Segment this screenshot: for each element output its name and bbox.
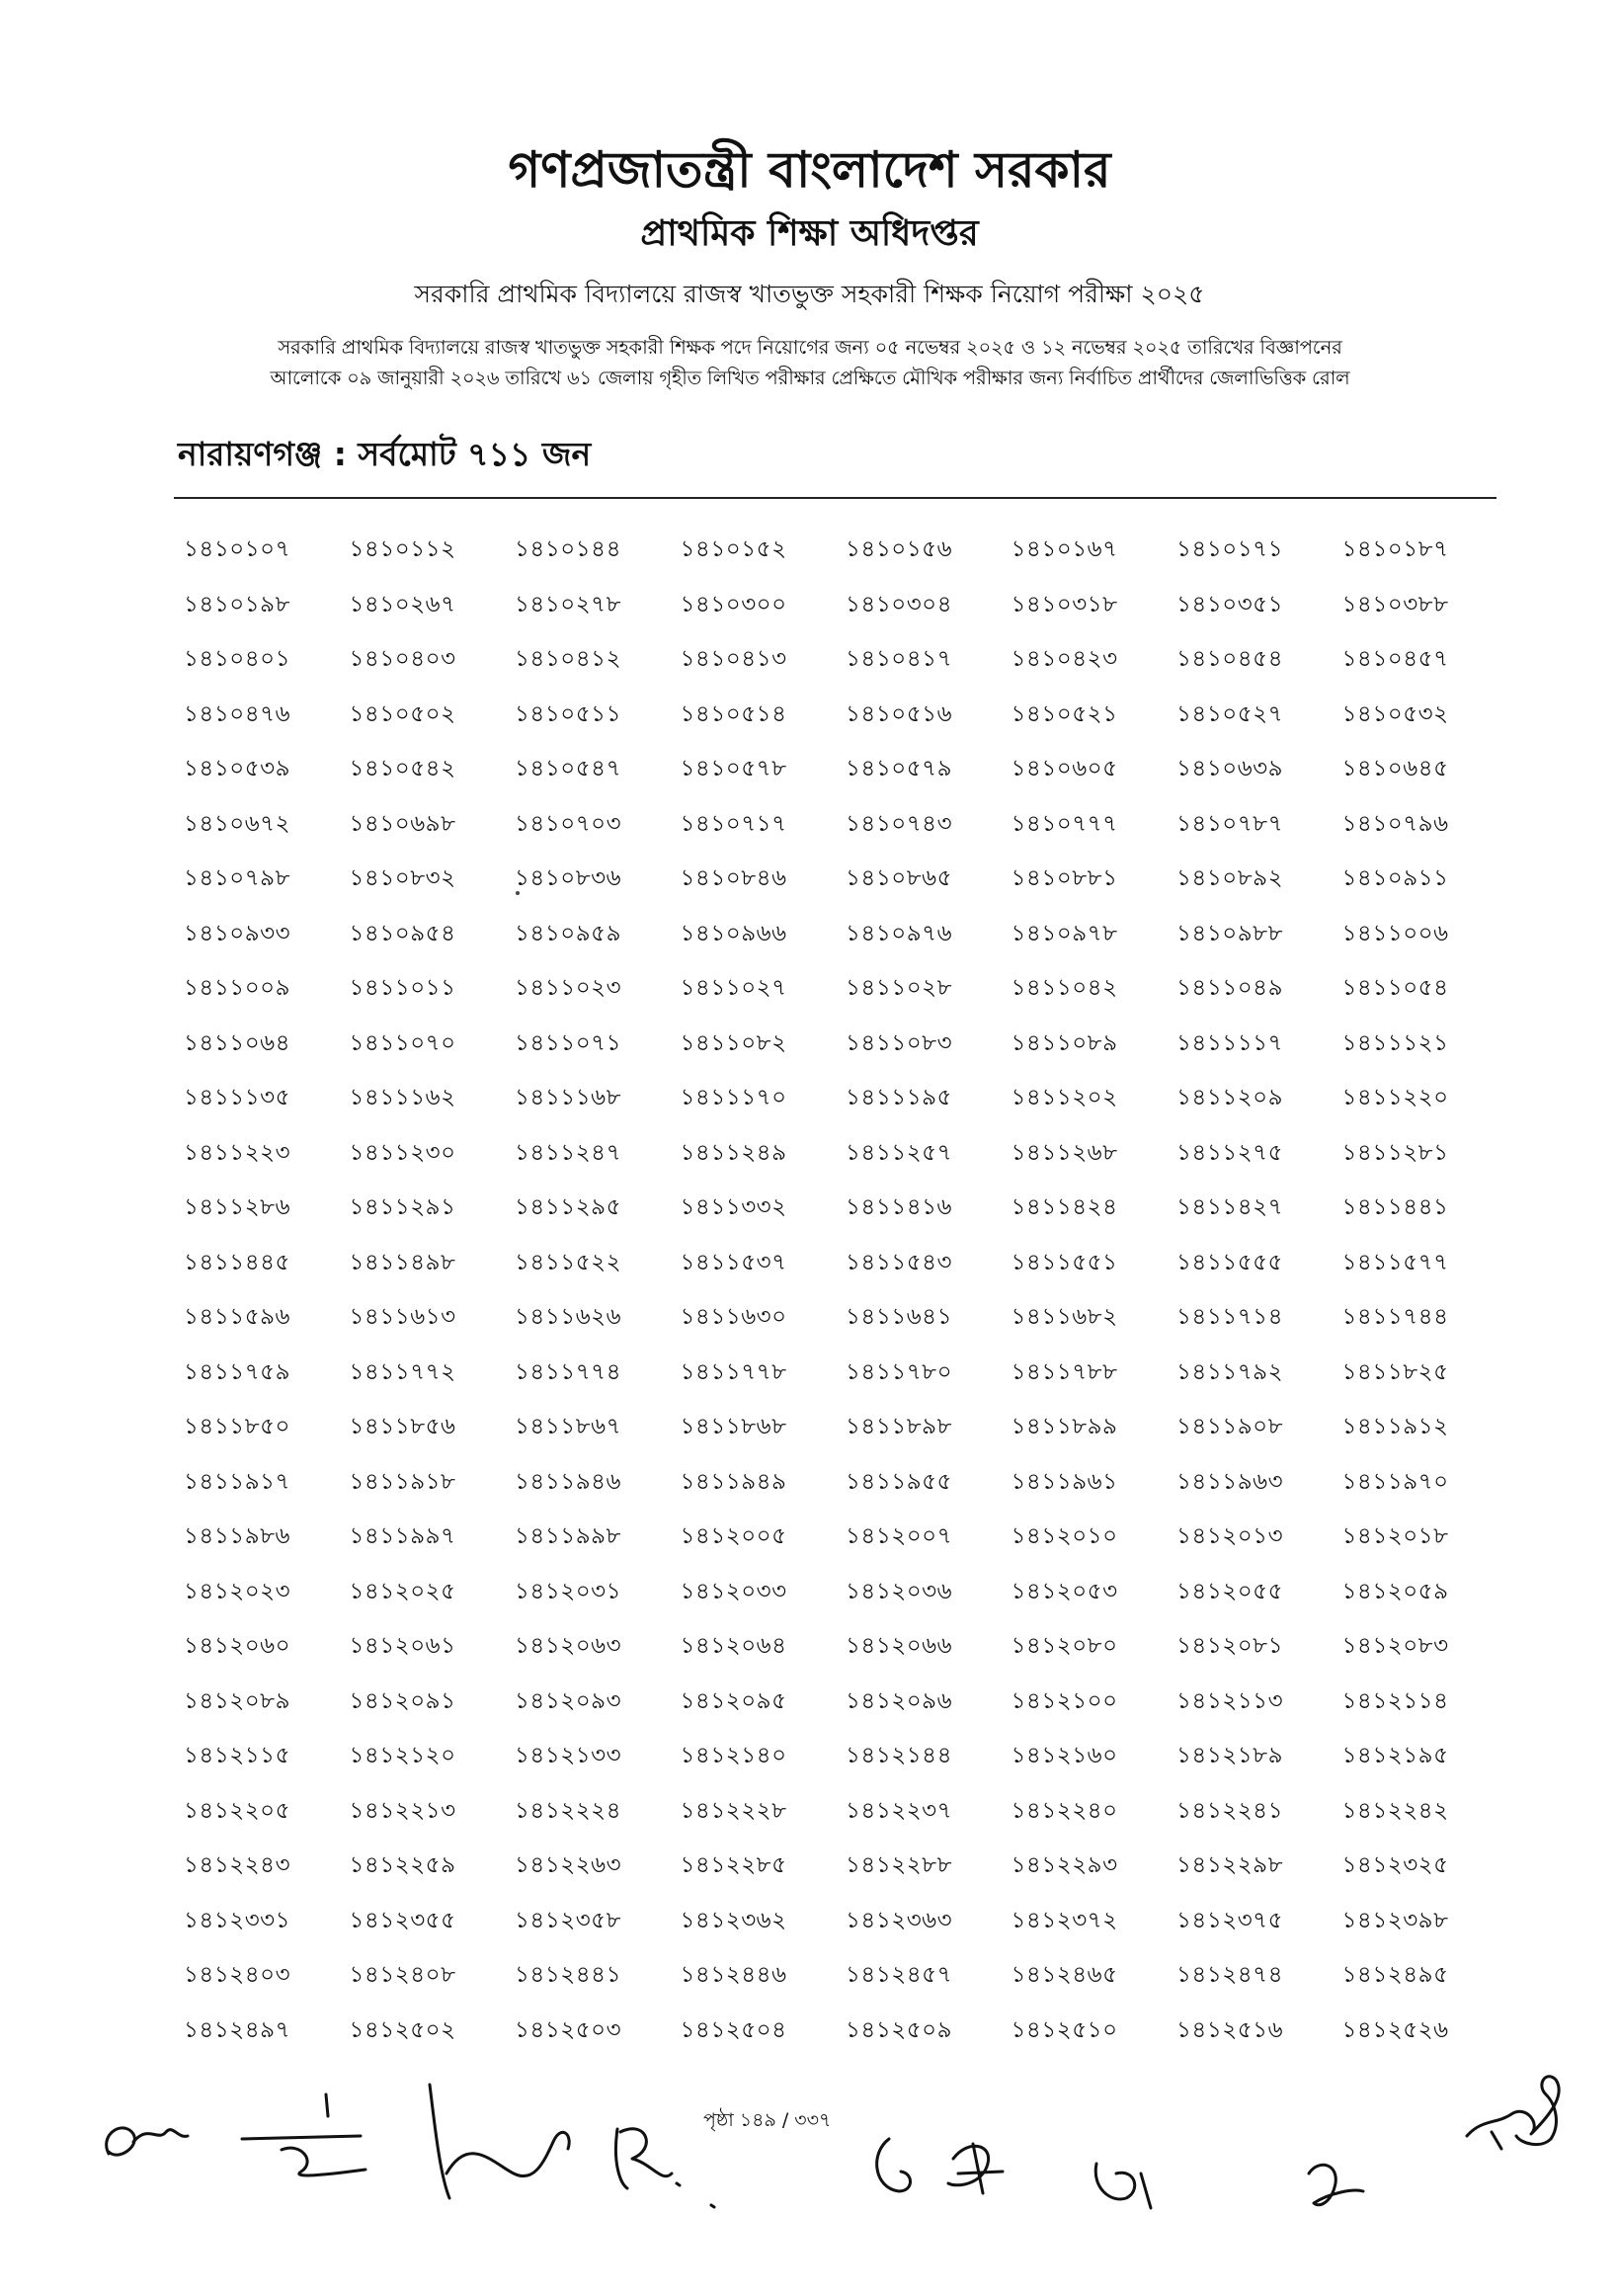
- roll-number-cell: ১৪১২০৩১: [515, 1578, 622, 1604]
- roll-number-cell: ১৪১১২৪৭: [515, 1139, 622, 1166]
- roll-number-cell: ১৪১১২৬৮: [1011, 1139, 1118, 1166]
- roll-number-cell: ১৪১২৩৭২: [1011, 1907, 1118, 1933]
- roll-number-cell: ১৪১০৫২৭: [1176, 700, 1284, 727]
- roll-number-cell: ১৪১২২৪৩: [184, 1852, 291, 1878]
- roll-number-cell: ১৪১০৬৩৯: [1176, 756, 1284, 781]
- roll-number-cell: ১৪১২০৩৩: [680, 1578, 787, 1604]
- roll-number-cell: ১৪১১১২১: [1341, 1029, 1449, 1056]
- roll-number-cell: ১৪১১৯৬৩: [1176, 1468, 1284, 1495]
- roll-number-cell: ১৪১২৩৬২: [680, 1907, 787, 1933]
- roll-number-cell: ১৪১০৫৩২: [1341, 700, 1449, 727]
- roll-number-cell: ১৪১২২৪২: [1341, 1797, 1449, 1824]
- roll-number-cell: ১৪১০৫৭৯: [846, 756, 953, 781]
- roll-number-cell: ১৪১২৪৪১: [515, 1962, 622, 1988]
- roll-number-cell: ১৪১১০৮৯: [1011, 1029, 1118, 1056]
- roll-number-cell: ১৪১২০৫৩: [1011, 1578, 1118, 1604]
- roll-number-cell: ১৪১০৯১১: [1341, 865, 1449, 891]
- signature-6: [948, 2144, 1003, 2193]
- roll-number-cell: ১৪১০৪০৩: [349, 646, 456, 672]
- roll-number-cell: ১৪১০৫৭৮: [680, 756, 787, 781]
- roll-number-cell: ১৪১১০৭১: [515, 1029, 622, 1056]
- roll-number-cell: ১৪১০১৫৬: [846, 536, 953, 562]
- roll-number-cell: ১৪১২৫০২: [349, 2016, 456, 2043]
- roll-number-cell: ১৪১১৯৯৭: [349, 1523, 456, 1549]
- roll-number-cell: ১৪১০৬০৫: [1011, 756, 1118, 781]
- roll-number-cell: ১৪১১৫৫১: [1011, 1249, 1118, 1275]
- roll-number-cell: ১৪১২৩৩১: [184, 1907, 291, 1933]
- roll-number-cell: ১৪১০৭৭৭: [1011, 810, 1118, 837]
- roll-number-cell: ১৪১২৫০৩: [515, 2016, 622, 2043]
- government-title: গণপ্রজাতন্ত্রী বাংলাদেশ সরকার: [508, 141, 1111, 199]
- roll-number-cell: ১৪১২১২০: [349, 1743, 456, 1768]
- roll-number-cell: ১৪১১৭৫৯: [184, 1358, 291, 1385]
- roll-number-cell: ১৪১১১৬৮: [515, 1085, 622, 1110]
- roll-number-cell: ১৪১০৭০৩: [515, 810, 622, 837]
- roll-number-cell: ১৪১২৪৬৫: [1011, 1962, 1118, 1988]
- roll-number-cell: ১৪১০৭৪৩: [846, 810, 953, 837]
- roll-number-cell: ১৪১০৪১৩: [680, 646, 787, 672]
- roll-number-cell: ১৪১১৯৯৮: [515, 1523, 621, 1549]
- roll-number-cell: ১৪১২২৬৩: [515, 1852, 622, 1878]
- roll-number-cell: ১৪১১৫২২: [515, 1249, 622, 1275]
- roll-number-cell: ১৪১১০২৮: [846, 975, 953, 1001]
- roll-number-cell: ১৪১২০৬৩: [515, 1633, 622, 1659]
- signature-2: [242, 2094, 365, 2175]
- roll-number-cell: ১৪১২০৫৫: [1176, 1578, 1284, 1604]
- roll-number-cell: ১৪১০৫১৪: [680, 700, 787, 727]
- roll-number-cell: ১৪১১৮৬৮: [680, 1414, 787, 1439]
- roll-number-cell: ১৪১১২২০: [1341, 1085, 1449, 1110]
- roll-number-cell: ১৪১২২৫৯: [349, 1852, 456, 1878]
- roll-number-cell: ১৪১২৪৫৭: [846, 1962, 953, 1988]
- roll-number-cell: ১৪১১৪৪১: [1341, 1194, 1449, 1220]
- roll-number-cell: ১৪১২০৯৬: [846, 1687, 953, 1714]
- roll-number-cell: ১৪১১৫৭৭: [1341, 1249, 1449, 1275]
- roll-number-cell: ১৪১০৭৯৮: [184, 865, 291, 891]
- roll-number-cell: ১৪১১১৯৫: [846, 1085, 952, 1110]
- roll-number-cell: ১৪১২০১৮: [1341, 1523, 1449, 1549]
- roll-number-cell: ১৪১১৪৯৮: [349, 1249, 456, 1275]
- roll-number-cell: ১৪১০৪২৩: [1011, 646, 1118, 672]
- roll-number-cell: ১৪১১৭৯২: [1176, 1358, 1284, 1385]
- roll-number-cell: ১৪১২০৬১: [349, 1633, 456, 1659]
- roll-number-cell: ১৪১০৪৫৭: [1341, 646, 1449, 672]
- district-heading: নারায়ণগঞ্জ : সর্বমোট ৭১১ জন: [178, 435, 592, 473]
- roll-number-cell: ১৪১২৩৯৮: [1341, 1907, 1449, 1933]
- roll-number-cell: ১৪১১০০৬: [1341, 920, 1449, 946]
- roll-number-cell: ১৪১১৪৪৫: [184, 1249, 290, 1275]
- roll-number-cell: ১৪১১৪১৬: [846, 1194, 953, 1220]
- roll-number-cell: ১৪১০৫২১: [1011, 700, 1118, 727]
- roll-number-cell: ১৪১২২৪০: [1011, 1797, 1118, 1824]
- notice-line-2: আলোকে ০৯ জানুয়ারী ২০২৬ তারিখে ৬১ জেলায় গৃহীত লিখিত পরীক্ষার প্রেক্ষিতে মৌখিক পরীক্ষার জন্য নির্বাচিত প্রার্থীদের জেলাভিত্তিক রোল: [270, 367, 1350, 389]
- roll-number-cell: ১৪১১১৩৫: [184, 1085, 291, 1110]
- roll-number-cell: ১৪১০৭৮৭: [1176, 810, 1284, 837]
- roll-number-cell: ১৪১১০৪৯: [1176, 975, 1284, 1001]
- roll-number-cell: ১৪১১২৭৫: [1176, 1139, 1284, 1166]
- roll-number-cell: ১৪১০৩৮৮: [1341, 591, 1449, 617]
- roll-number-cell: ১৪১২১১৩: [1176, 1687, 1284, 1714]
- roll-number-cell: ১৪১২৫১৬: [1176, 2016, 1284, 2043]
- roll-number-cell: ১৪১১২৪৯: [680, 1139, 787, 1166]
- roll-number-cell: ১৪১২৩৭৫: [1176, 1907, 1284, 1933]
- roll-number-cell: ১৪১০১৮৭: [1341, 536, 1449, 562]
- roll-number-cell: ১৪১২২০৫: [184, 1797, 291, 1824]
- roll-number-cell: ১৪১১০০৯: [184, 975, 291, 1001]
- roll-number-cell: ১৪১১০২৩: [515, 975, 622, 1001]
- roll-number-cell: ১৪১১৪২৪: [1011, 1194, 1118, 1220]
- roll-number-cell: ১৪১০৬৪৫: [1341, 756, 1449, 781]
- roll-number-cell: ১৪১০৮৪৬: [680, 865, 787, 891]
- roll-number-cell: ১৪১১০৬৪: [184, 1029, 291, 1056]
- roll-number-cell: ১৪১২৩৫৮: [515, 1907, 622, 1933]
- roll-number-cell: ১৪১১২৯১: [349, 1194, 456, 1220]
- roll-number-cell: ১৪১০১৫২: [680, 536, 787, 562]
- roll-number-cell: ১৪১২৩৫৫: [349, 1907, 456, 1933]
- roll-number-cell: ১৪১২০৬৪: [680, 1633, 787, 1659]
- roll-number-cell: ১৪১২২২৪: [515, 1797, 622, 1824]
- roll-number-cell: ১৪১২১৮৯: [1176, 1743, 1284, 1768]
- roll-number-cell: ১৪১১৬১৩: [349, 1304, 456, 1330]
- roll-number-cell: ১৪১০৯৫৯: [515, 920, 622, 946]
- roll-number-cell: ১৪১০৯৮৮: [1176, 920, 1284, 946]
- roll-number-cell: ১৪১০৭৯৬: [1341, 810, 1449, 837]
- roll-number-cell: ১৪১০১৯৮: [184, 591, 291, 617]
- roll-number-cell: ১৪১১৫৪৩: [846, 1249, 953, 1275]
- roll-number-cell: ১৪১২২৮৮: [846, 1852, 953, 1878]
- roll-number-cell: ১৪১০১৪৪: [515, 536, 622, 562]
- roll-number-cell: ১৪১০৫৪৭: [515, 756, 622, 781]
- roll-number-cell: ১৪১১১১৭: [1176, 1029, 1284, 1056]
- roll-number-cell: ১৪১১০৮২: [680, 1029, 787, 1056]
- roll-number-cell: ১৪১২৪৭৪: [1176, 1962, 1284, 1988]
- roll-number-cell: ১৪১২০৮৩: [1341, 1633, 1449, 1659]
- roll-number-cell: ১৪১২০২৫: [349, 1578, 456, 1604]
- roll-number-cell: ১৪১০৯৭৬: [846, 920, 953, 946]
- roll-number-cell: ১৪১২২৩৭: [846, 1797, 953, 1824]
- signatures-area: [79, 2025, 1600, 2282]
- roll-number-cell: ১৪১১৯১২: [1341, 1414, 1449, 1439]
- roll-number-cell: ১৪১২২৯৩: [1011, 1852, 1118, 1878]
- roll-number-cell: ১৪১০৭১৭: [680, 810, 787, 837]
- roll-number-cell: ১৪১১২০২: [1011, 1085, 1118, 1110]
- roll-number-cell: ১৪১০৪০১: [184, 646, 291, 672]
- roll-number-cell: ১৪১২৪৪৬: [680, 1962, 787, 1988]
- roll-number-cell: ১৪১০১০৭: [184, 536, 291, 562]
- roll-number-cell: ১৪১০৩০০: [680, 591, 787, 617]
- roll-number-cell: ১৪১১০১১: [349, 975, 456, 1001]
- roll-number-cell: ১৪১১৪২৭: [1176, 1194, 1284, 1220]
- roll-number-cell: ১৪১১৭৮৮: [1011, 1358, 1118, 1385]
- signature-7: [1095, 2164, 1151, 2208]
- roll-number-cell: ১৪১০২৬৭: [349, 591, 456, 617]
- signature-1: [107, 2128, 188, 2155]
- roll-number-cell: ১৪১১৯০৮: [1176, 1414, 1284, 1439]
- roll-number-cell: ১৪১১৯৪৬: [515, 1468, 622, 1495]
- signature-4: [615, 2129, 714, 2207]
- notice-line-1: সরকারি প্রাথমিক বিদ্যালয়ে রাজস্ব খাতভুক্ত সহকারী শিক্ষক পদে নিয়োগের জন্য ০৫ নভেম্বর ২০২৫ ও ১২ নভেম্বর ২০২৫ তারিখের বিজ্ঞাপনের: [278, 336, 1342, 359]
- roll-number-cell: ১৪১২১০০: [1011, 1687, 1118, 1714]
- roll-number-cell: ১৪১০৮৩২: [349, 865, 456, 891]
- roll-number-cell: ১৪১১৯৫৫: [846, 1468, 952, 1495]
- roll-number-cell: ১৪১১৯৪৯: [680, 1468, 787, 1495]
- roll-number-cell: ১৪১১৭৮০: [846, 1358, 953, 1385]
- roll-number-cell: ১৪১২০১৩: [1176, 1523, 1284, 1549]
- signature-3: [430, 2085, 569, 2198]
- roll-number-cell: ১৪১০৩১৮: [1011, 591, 1118, 617]
- roll-number-cell: ১৪১২৪০৩: [184, 1962, 291, 1988]
- signature-8: [1309, 2165, 1363, 2205]
- roll-number-cell: ১৪১০৫১১: [515, 700, 622, 727]
- roll-number-cell: ১৪১২২২৮: [680, 1797, 787, 1824]
- roll-number-cell: ১৪১২৪০৮: [349, 1962, 456, 1988]
- roll-number-cell: ১৪১২৫২৬: [1341, 2016, 1449, 2043]
- signature-9: [1467, 2077, 1559, 2149]
- roll-number-cell: ১৪১২১৪৪: [846, 1743, 953, 1768]
- roll-number-cell: ১৪১১২০৯: [1176, 1085, 1284, 1110]
- notice-text: [178, 332, 1442, 393]
- roll-number-cell: ১৪১২০৩৬: [846, 1578, 953, 1604]
- roll-number-cell: ১৪১২০১০: [1011, 1523, 1118, 1549]
- roll-number-cell: ১৪১২১১৪: [1341, 1687, 1449, 1714]
- roll-number-cell: ১৪১০৫৪২: [349, 756, 456, 781]
- roll-number-cell: ১৪১০৯৭৮: [1011, 920, 1118, 946]
- roll-number-cell: ১৪১০৮৮১: [1011, 865, 1118, 891]
- roll-number-cell: ১৪১১৮৫০: [184, 1414, 291, 1439]
- roll-number-cell: ১৪১২০৯১: [349, 1687, 456, 1714]
- roll-number-cell: ১৪১২১৩৩: [515, 1743, 622, 1768]
- roll-number-cell: ১৪১১০৪২: [1011, 975, 1118, 1001]
- roll-number-cell: ১৪১১৮৬৭: [515, 1414, 622, 1439]
- roll-number-cell: ১৪১১২৩০: [349, 1139, 456, 1166]
- roll-number-cell: ১৪১২০৯৩: [515, 1687, 622, 1714]
- roll-number-cell: ১৪১২০৬০: [184, 1633, 291, 1659]
- roll-number-cell: ১৪১১০৮৩: [846, 1029, 953, 1056]
- document-header: [0, 138, 1619, 312]
- signature-5: [877, 2139, 911, 2191]
- roll-number-cell: ১৪১২১৬০: [1011, 1743, 1118, 1768]
- roll-number-cell: ১৪১২০০৫: [680, 1523, 787, 1549]
- roll-number-cell: ১৪১১২৮৬: [184, 1194, 291, 1220]
- roll-number-cell: ১৪১২০২৩: [184, 1578, 291, 1604]
- roll-number-cell: ১৪১০৪৫৪: [1176, 646, 1284, 672]
- roll-number-cell: ১৪১১৯৬১: [1011, 1468, 1118, 1495]
- roll-number-cell: ১৪১০৫৩৯: [184, 756, 291, 781]
- roll-number-cell: ১৪১০৮৬৫: [846, 865, 953, 891]
- roll-number-cell: ১৪১২৫০৪: [680, 2016, 787, 2043]
- roll-number-cell: ১৪১২১১৫: [184, 1743, 291, 1768]
- roll-number-cell: ১৪১২১৯৫: [1341, 1743, 1449, 1768]
- roll-number-cell: ১৪১২৫১০: [1011, 2016, 1118, 2043]
- directorate-title: প্রাথমিক শিক্ষা অধিদপ্তর: [640, 213, 979, 254]
- roll-number-cell: ১৪১১২৫৭: [846, 1139, 953, 1166]
- roll-number-cell: ১৪১০৫১৬: [846, 700, 953, 727]
- roll-number-cell: ১৪১০৮৯২: [1176, 865, 1284, 891]
- roll-number-cell: ১৪১১৭৭৮: [680, 1358, 787, 1385]
- roll-number-cell: ১৪১১০৭০: [349, 1029, 456, 1056]
- roll-number-cell: ১৪১১৩৩২: [680, 1194, 787, 1220]
- roll-number-cell: ১৪১২০৮১: [1176, 1633, 1284, 1659]
- roll-number-cell: ১৪১১৯১৭: [184, 1468, 291, 1495]
- roll-number-cell: ১৪১২৩২৫: [1341, 1852, 1449, 1878]
- roll-number-cell: ১৪১১৮২৫: [1341, 1358, 1449, 1385]
- roll-number-cell: ১৪১১৭৪৪: [1341, 1304, 1449, 1330]
- roll-number-cell: ১৪১১৮৯৮: [846, 1414, 952, 1439]
- roll-number-cell: ১৪১২২৪১: [1176, 1797, 1284, 1824]
- roll-number-cell: ১৪১১৬৪১: [846, 1304, 953, 1330]
- roll-number-cell: ১৪১১৬২৬: [515, 1304, 622, 1330]
- roll-number-cell: ১৪১০৪১২: [515, 646, 622, 672]
- roll-number-cell: ১৪১২৪৯৭: [184, 2016, 291, 2043]
- roll-number-cell: ১৪১০১৬৭: [1011, 536, 1118, 562]
- roll-number-cell: ১৪১২০০৭: [846, 1523, 953, 1549]
- roll-number-cell: ১৪১১৭৭২: [349, 1358, 456, 1385]
- roll-number-cell: ১৪১১৮৫৬: [349, 1414, 456, 1439]
- roll-number-cell: ১৪১০৬৯৮: [349, 810, 456, 837]
- roll-number-cell: ১৪১১৫৩৭: [680, 1249, 787, 1275]
- roll-number-cell: ১৪১২০৫৯: [1341, 1578, 1449, 1604]
- roll-number-cell: ১৪১২২৯৮: [1176, 1852, 1284, 1878]
- roll-number-cell: ১৪১১৬৮২: [1011, 1304, 1118, 1330]
- roll-number-cell: ১৪১০১৭১: [1176, 536, 1284, 562]
- roll-number-grid: [184, 530, 1498, 2065]
- page-number: পৃষ্ঠা ১৪৯ / ৩৩৭: [703, 2109, 832, 2131]
- roll-number-cell: ১৪১২০৯৫: [680, 1687, 787, 1714]
- roll-number-cell: ১৪১১৭১৪: [1176, 1304, 1284, 1330]
- roll-number-cell: ১৪১২০৮৯: [184, 1687, 291, 1714]
- roll-number-cell: ১৪১১১৬২: [349, 1085, 456, 1110]
- roll-number-cell: ১৪১২৪৯৫: [1341, 1962, 1449, 1988]
- exam-title: সরকারি প্রাথমিক বিদ্যালয়ে রাজস্ব খাতভুক্ত সহকারী শিক্ষক নিয়োগ পরীক্ষা ২০২৫: [414, 280, 1205, 308]
- roll-number-cell: ১৪১১৭৭৪: [515, 1358, 622, 1385]
- roll-number-cell: ১৪১২৩৬৩: [846, 1907, 953, 1933]
- roll-number-cell: ১৪১১৫৫৫: [1176, 1249, 1283, 1275]
- roll-number-cell: ১৪১০৫০২: [349, 700, 456, 727]
- roll-number-cell: ১৪১০৪১৭: [846, 646, 953, 672]
- roll-number-cell: ১৪১০২৭৮: [515, 591, 622, 617]
- roll-number-cell: ১৪১২২১৩: [349, 1797, 456, 1824]
- roll-number-cell: ১৪১২১৪০: [680, 1743, 787, 1768]
- roll-number-cell: ১৪১১২২৩: [184, 1139, 291, 1166]
- roll-number-cell: ১৪১২৫০৯: [846, 2016, 953, 2043]
- roll-number-cell: ১৪১১২৯৫: [515, 1194, 622, 1220]
- roll-number-cell: ১৪১০৯৬৬: [680, 920, 787, 946]
- roll-number-cell: ১৪১১৯৮৬: [184, 1523, 291, 1549]
- roll-number-cell: ১৪১০৯৫৪: [349, 920, 456, 946]
- roll-number-cell: ১৪১১১৭০: [680, 1085, 787, 1110]
- roll-number-cell: ১৪১১২৮১: [1341, 1139, 1449, 1166]
- roll-number-cell: ১৪১১৫৯৬: [184, 1304, 291, 1330]
- roll-number-cell: ১৪১১৮৯৯: [1011, 1414, 1118, 1439]
- roll-number-cell: ১৪১২০৬৬: [846, 1633, 953, 1659]
- roll-number-cell: ১৪১১৯১৮: [349, 1468, 456, 1495]
- roll-number-cell: ১৪১০৩০৪: [846, 591, 953, 617]
- roll-number-cell: ১৪১১০২৭: [680, 975, 787, 1001]
- roll-number-cell: ১৪১০৬৭২: [184, 810, 291, 837]
- roll-number-cell: ১৪১১৬৩০: [680, 1304, 787, 1330]
- roll-number-cell: ১৪১২০৮০: [1011, 1633, 1118, 1659]
- roll-number-cell: ১৪১২২৮৫: [680, 1852, 787, 1878]
- roll-number-cell: ১৪১১০৫৪: [1341, 975, 1449, 1001]
- roll-number-cell: ১৪১০৯৩৩: [184, 920, 291, 946]
- roll-number-cell: ১৪১১৯৭০: [1341, 1468, 1449, 1495]
- roll-number-cell: ১৪১০৮৩৬: [515, 865, 622, 891]
- roll-number-cell: ১৪১০১১২: [349, 536, 456, 562]
- heading-divider: [174, 497, 1497, 499]
- roll-number-cell: ১৪১০৪৭৬: [184, 700, 291, 727]
- roll-number-cell: ১৪১০৩৫১: [1176, 591, 1284, 617]
